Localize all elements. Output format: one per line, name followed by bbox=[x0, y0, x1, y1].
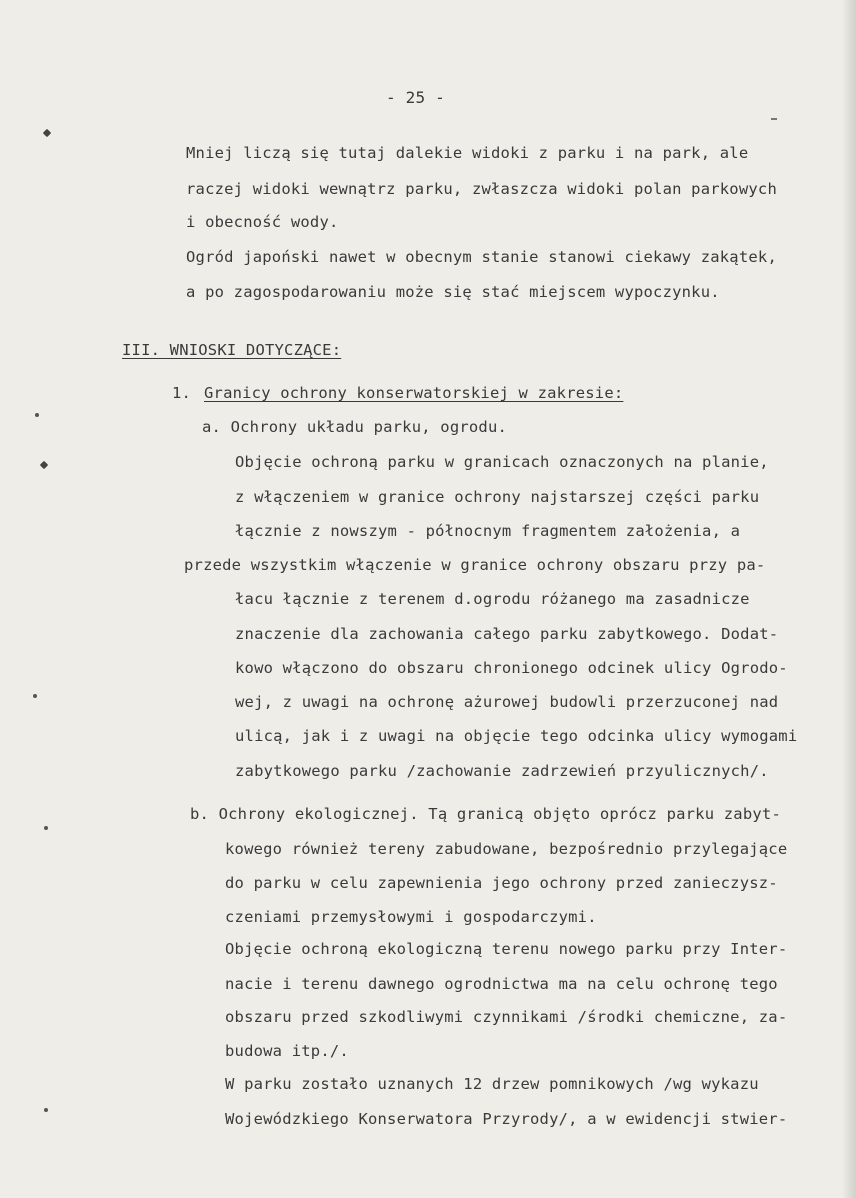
text-line: ulicą, jak i z uwagi na objęcie tego odcinka ulicy wymogami bbox=[235, 727, 798, 745]
text-line: raczej widoki wewnątrz parku, zwłaszcza widoki polan parkowych bbox=[186, 180, 777, 198]
text-line: kowego również tereny zabudowane, bezpośrednio przylegające bbox=[225, 840, 788, 858]
section-heading: III. WNIOSKI DOTYCZĄCE: bbox=[122, 341, 342, 359]
text-line: Objęcie ochroną parku w granicach oznaczonych na planie, bbox=[235, 453, 769, 471]
text-line: z włączeniem w granice ochrony najstarszej części parku bbox=[235, 488, 760, 506]
text-line: do parku w celu zapewnienia jego ochrony przed zanieczysz- bbox=[225, 874, 778, 892]
subitem-title: a. Ochrony układu parku, ogrodu. bbox=[202, 418, 508, 436]
margin-mark bbox=[40, 461, 48, 469]
text-line: przede wszystkim włączenie w granice ochrony obszaru przy pa- bbox=[184, 556, 766, 574]
text-line: kowo włączono do obszaru chronionego odcinek ulicy Ogrodo- bbox=[235, 659, 788, 677]
text-line: W parku zostało uznanych 12 drzew pomnikowych /wg wykazu bbox=[225, 1075, 759, 1093]
text-line: Mniej liczą się tutaj dalekie widoki z parku i na park, ale bbox=[186, 144, 749, 162]
item-title: Granicy ochrony konserwatorskiej w zakresie: bbox=[204, 384, 624, 402]
text-line: obszaru przed szkodliwymi czynnikami /środki chemiczne, za- bbox=[225, 1008, 788, 1026]
text-line: i obecność wody. bbox=[186, 213, 339, 231]
text-line: czeniami przemysłowymi i gospodarczymi. bbox=[225, 908, 597, 926]
text-line: Objęcie ochroną ekologiczną terenu nowego parku przy Inter- bbox=[225, 940, 788, 958]
text-line: zabytkowego parku /zachowanie zadrzewień przyulicznych/. bbox=[235, 762, 769, 780]
item-number: 1. bbox=[172, 384, 192, 402]
margin-mark bbox=[44, 1108, 48, 1112]
text-line: nacie i terenu dawnego ogrodnictwa ma na celu ochronę tego bbox=[225, 975, 778, 993]
subitem-title: b. Ochrony ekologicznej. Tą granicą objęto oprócz parku zabyt- bbox=[190, 805, 781, 823]
text-line: łacu łącznie z terenem d.ogrodu różanego ma zasadnicze bbox=[235, 590, 750, 608]
text-line: znaczenie dla zachowania całego parku zabytkowego. Dodat- bbox=[235, 625, 779, 643]
text-line: wej, z uwagi na ochronę ażurowej budowli przerzuconej nad bbox=[235, 693, 779, 711]
margin-mark bbox=[43, 129, 51, 137]
text-line: Ogród japoński nawet w obecnym stanie stanowi ciekawy zakątek, bbox=[186, 248, 777, 266]
margin-mark bbox=[771, 118, 777, 120]
margin-mark bbox=[35, 413, 39, 417]
text-line: budowa itp./. bbox=[225, 1042, 349, 1060]
margin-mark bbox=[33, 694, 37, 698]
text-line: a po zagospodarowaniu może się stać miejscem wypoczynku. bbox=[186, 283, 720, 301]
text-line: łącznie z nowszym - północnym fragmentem założenia, a bbox=[235, 522, 741, 540]
margin-mark bbox=[44, 826, 48, 830]
page-edge-shadow bbox=[842, 0, 856, 1198]
page-number: - 25 - bbox=[386, 88, 445, 107]
text-line: Wojewódzkiego Konserwatora Przyrody/, a w ewidencji stwier- bbox=[225, 1110, 788, 1128]
